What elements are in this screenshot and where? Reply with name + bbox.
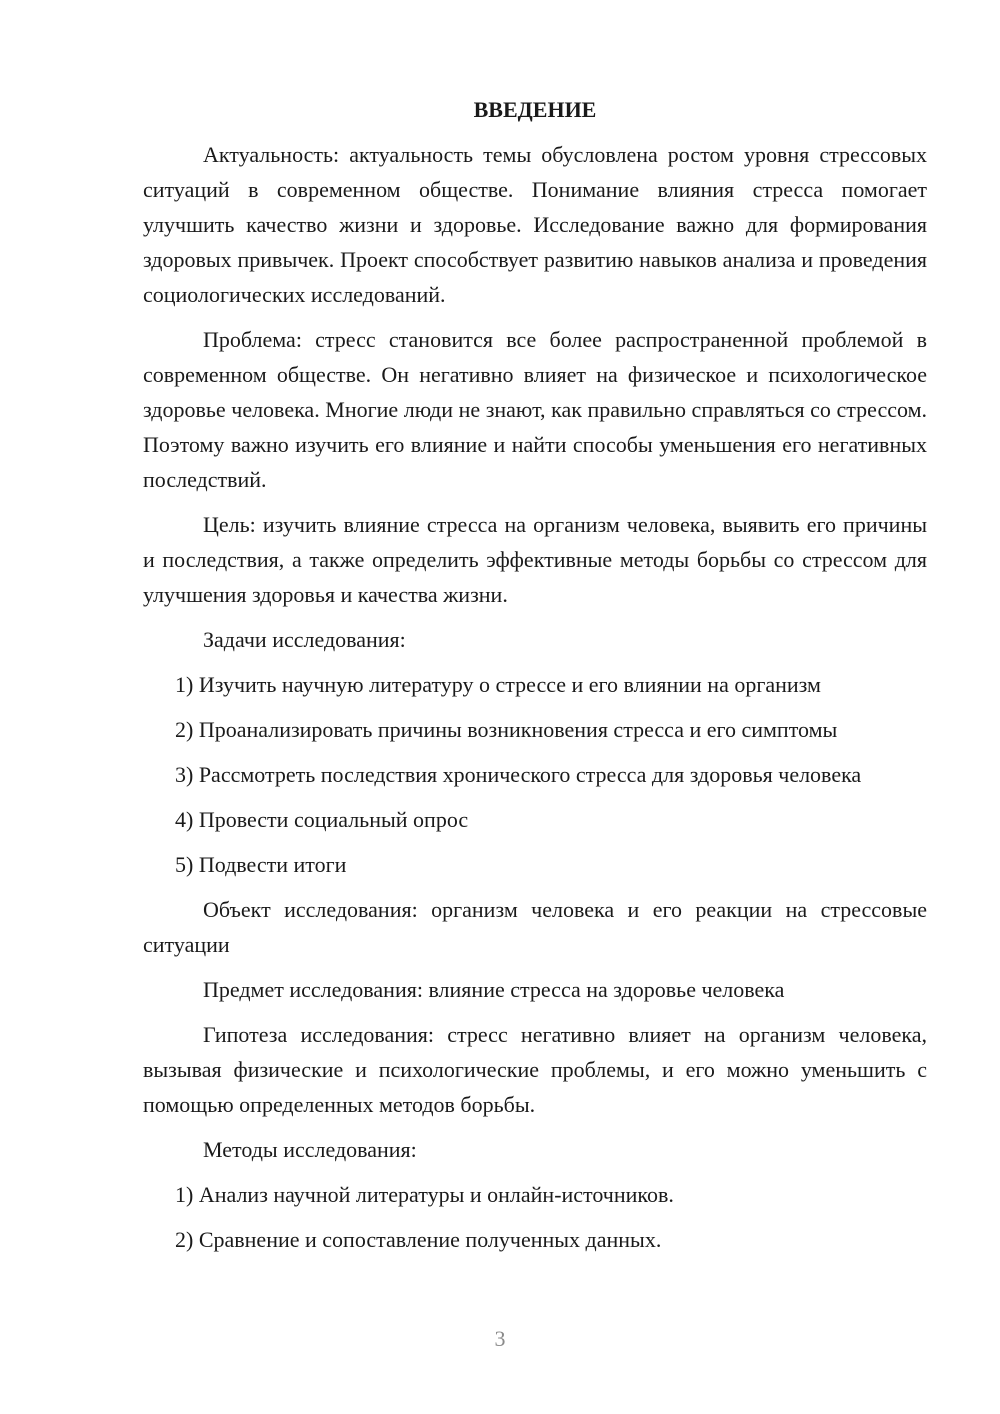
task-item: 1) Изучить научную литературу о стрессе и его влиянии на организм bbox=[175, 672, 821, 697]
task-item: 3) Рассмотреть последствия хронического стресса для здоровья человека bbox=[175, 762, 862, 787]
object-paragraph: Объект исследования: организм человека и его реакции на стрессовые ситуации bbox=[143, 897, 927, 957]
task-item: 5) Подвести итоги bbox=[175, 852, 347, 877]
document-page bbox=[143, 92, 927, 1267]
section-title: ВВЕДЕНИЕ bbox=[473, 97, 597, 122]
problem-paragraph: Проблема: стресс становится все более распространенной проблемой в современном обществе. Он негативно влияет на физическое и психологическое здоровье человека. Многие люди не знают, как правильно справляться со стрессом. Поэтому важно изучить его влияние и найти способы уменьшения его негативных последствий. bbox=[143, 327, 927, 492]
task-item: 4) Провести социальный опрос bbox=[175, 807, 469, 832]
hypothesis-paragraph: Гипотеза исследования: стресс негативно влияет на организм человека, вызывая физические и психологические проблемы, и его можно уменьшить с помощью определенных методов борьбы. bbox=[143, 1022, 927, 1117]
task-item: 2) Проанализировать причины возникновения стресса и его симптомы bbox=[175, 717, 838, 742]
methods-heading: Методы исследования: bbox=[203, 1137, 417, 1162]
goal-paragraph: Цель: изучить влияние стресса на организм человека, выявить его причины и последствия, а также определить эффективные методы борьбы со стрессом для улучшения здоровья и качества жизни. bbox=[143, 512, 927, 607]
page-number: 3 bbox=[494, 1326, 506, 1351]
relevance-paragraph: Актуальность: актуальность темы обусловлена ростом уровня стрессовых ситуаций в современном обществе. Понимание влияния стресса помогает улучшить качество жизни и здоровье. Исследование важно для формирования здоровых привычек. Проект способствует развитию навыков анализа и проведения социологических исследований. bbox=[143, 142, 927, 307]
subject-paragraph: Предмет исследования: влияние стресса на здоровье человека bbox=[203, 977, 785, 1002]
method-item: 1) Анализ научной литературы и онлайн-источников. bbox=[175, 1182, 674, 1207]
method-item: 2) Сравнение и сопоставление полученных данных. bbox=[175, 1227, 662, 1252]
tasks-heading: Задачи исследования: bbox=[203, 627, 406, 652]
